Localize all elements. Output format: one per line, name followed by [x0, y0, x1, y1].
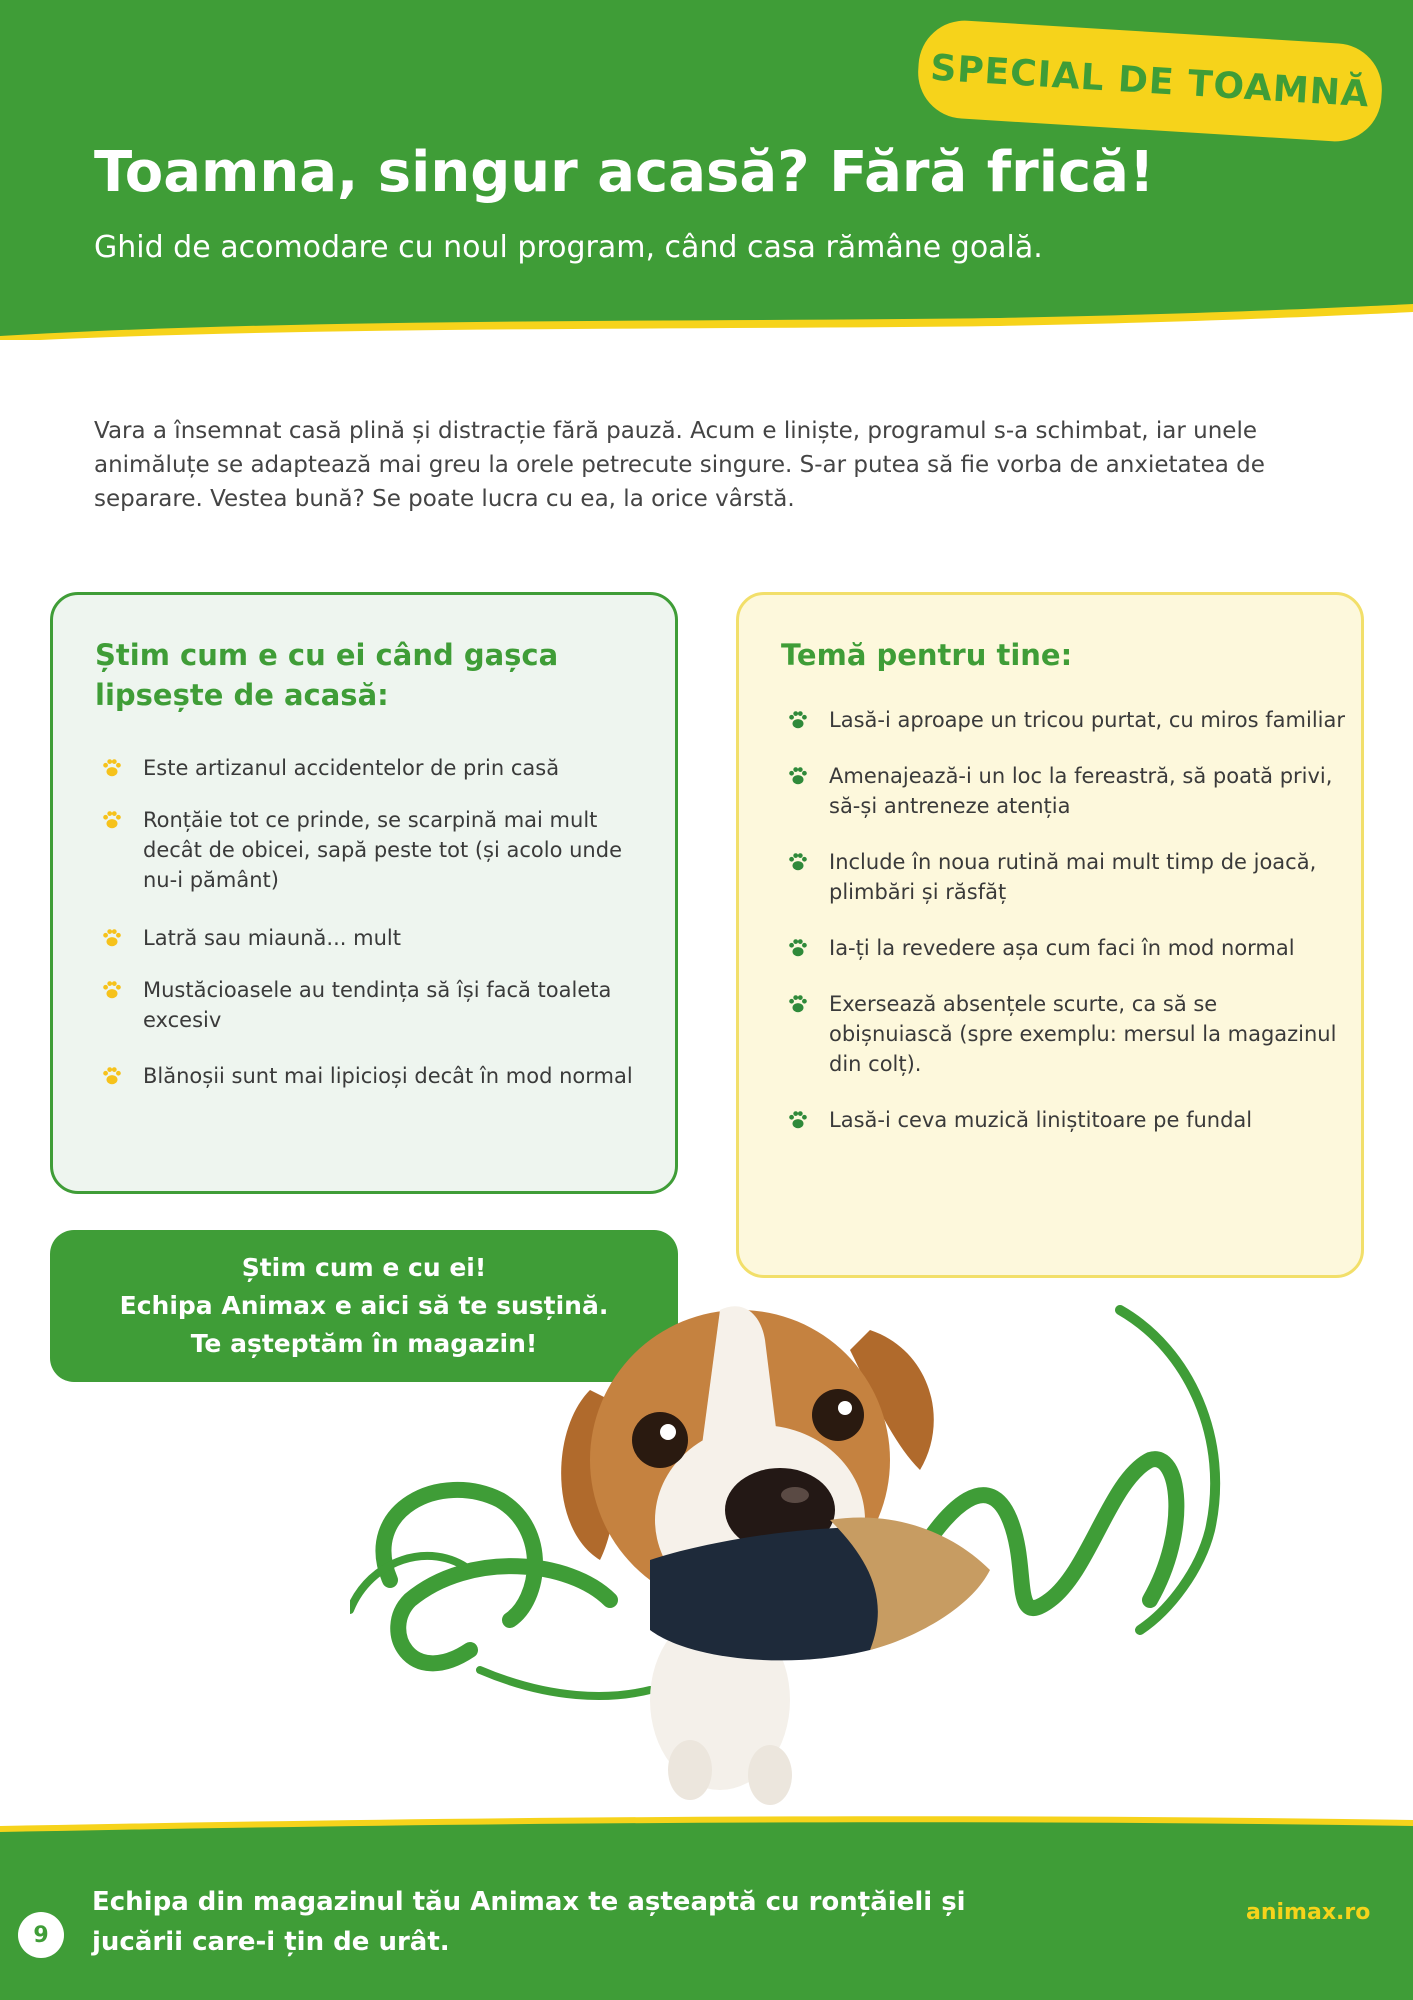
list-item [787, 989, 1347, 1079]
list-item-text: Ia-ți la revedere așa cum faci în mod normal [829, 936, 1295, 960]
paw-icon [101, 757, 123, 779]
list-item-text: Ronțăie tot ce prinde, se scarpină mai mult decât de obicei, sapă peste tot (și acolo unde nu-i pământ) [143, 808, 622, 892]
header-wave [0, 300, 1413, 340]
paw-icon [787, 765, 809, 787]
paw-icon [101, 809, 123, 831]
badge-label: SPECIAL DE TOAMNĂ [929, 47, 1371, 115]
list-item-text: Latră sau miaună... mult [143, 926, 401, 950]
homework-card [736, 592, 1364, 1278]
dog-illustration [350, 1270, 1250, 1810]
paw-icon [101, 1065, 123, 1087]
paw-icon [787, 1109, 809, 1131]
list-item [787, 933, 1347, 963]
page-subtitle: Ghid de acomodare cu noul program, când casa rămâne goală. [94, 230, 1043, 265]
symptoms-card [50, 592, 678, 1194]
list-item-text: Este artizanul accidentelor de prin casă [143, 756, 560, 780]
list-item [101, 805, 641, 895]
list-item [101, 1061, 641, 1091]
list-item-text: Lasă-i aproape un tricou purtat, cu miros familiar [829, 708, 1345, 732]
paw-icon [787, 851, 809, 873]
cta-line-2: Echipa Animax e aici să te susțină. [119, 1291, 609, 1320]
list-item-text: Include în noua rutină mai mult timp de joacă, plimbări și răsfăț [829, 850, 1317, 904]
list-item [101, 753, 641, 783]
intro-paragraph: Vara a însemnat casă plină și distracție fără pauză. Acum e liniște, programul s-a schimbat, iar unele animăluțe se adaptează mai greu la orele petrecute singure. S-ar putea să fie vorba de anxietatea de separare. Vestea bună? Se poate lucra cu ea, la orice vârstă. [94, 418, 1265, 512]
paw-icon [101, 979, 123, 1001]
cta-line-1: Știm cum e cu ei! [241, 1253, 487, 1282]
special-badge [915, 18, 1384, 144]
list-item [787, 847, 1347, 907]
cta-line-3: Te așteptăm în magazin! [190, 1329, 538, 1358]
list-item-text: Exersează absențele scurte, ca să se obișnuiască (spre exemplu: mersul la magazinul din colț). [829, 992, 1337, 1076]
paw-icon [101, 927, 123, 949]
list-item-text: Mustăcioasele au tendința să își facă toaleta excesiv [143, 978, 612, 1032]
list-item-text: Blănoșii sunt mai lipicioși decât în mod normal [143, 1064, 633, 1088]
list-item [787, 705, 1347, 735]
list-item [787, 761, 1347, 821]
website-link[interactable]: animax.ro [1246, 1900, 1371, 1925]
list-item [101, 923, 641, 953]
list-item [101, 975, 641, 1035]
list-item [787, 1105, 1347, 1135]
page-number: 9 [18, 1912, 64, 1958]
page-title: Toamna, singur acasă? Fără frică! [94, 140, 1155, 205]
list-item-text: Lasă-i ceva muzică liniștitoare pe fundal [829, 1108, 1253, 1132]
paw-icon [787, 937, 809, 959]
homework-list [787, 705, 1347, 1135]
symptoms-card-title: Știm cum e cu ei când gașca lipsește de acasă: [95, 638, 559, 712]
list-item-text: Amenajează-i un loc la fereastră, să poată privi, să-și antreneze atenția [829, 764, 1333, 818]
symptoms-list [101, 753, 641, 1091]
footer-message: Echipa din magazinul tău Animax te așteaptă cu ronțăieli și jucării care-i țin de urât. [92, 1887, 966, 1957]
footer-banner [0, 1800, 1413, 2000]
paw-icon [787, 993, 809, 1015]
header-banner [0, 0, 1413, 340]
paw-icon [787, 709, 809, 731]
homework-card-title: Temă pentru tine: [781, 638, 1073, 672]
